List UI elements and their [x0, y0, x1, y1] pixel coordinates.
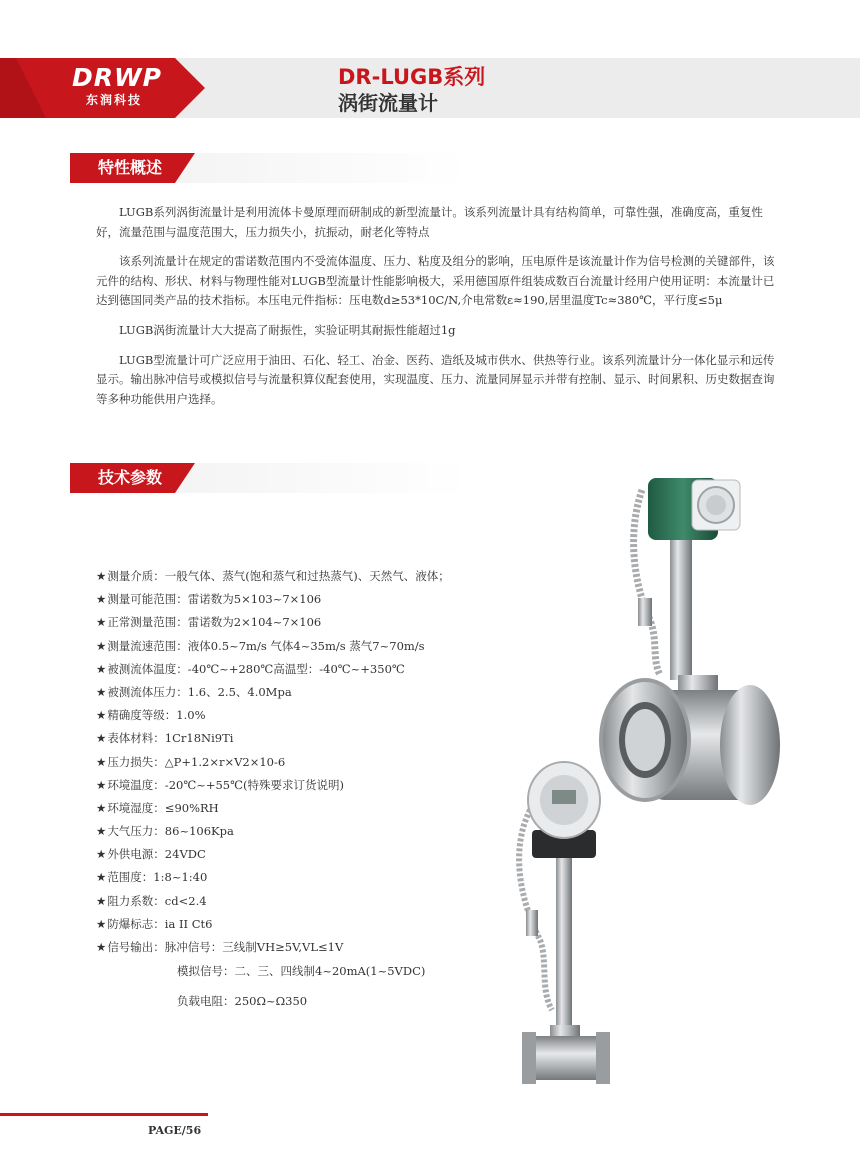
star-icon: ★: [96, 569, 107, 583]
spec-item: [96, 937, 516, 960]
star-icon: ★: [96, 824, 107, 839]
spec-item: [96, 775, 516, 798]
company-logo: [72, 63, 162, 108]
spec-text: 测量可能范围：雷诺数为5×103~7×106: [107, 592, 322, 607]
footer-rule: [0, 1113, 208, 1116]
intro-paragraph: 该系列流量计在规定的雷诺数范围内不受流体温度、压力、粘度及组分的影响，压电原件是该流量计作为信号检测的关键部件，该元件的结构、形状、材料与物理性能对LUGB型流量计性能影响极大，采用德国原件组装成数百台流量计经用户使用证明：本流量计已达到德国同类产品的技术指标。本压电元件指标：压电数d≥53*10C/N,介电常数ε≈190,居里温度Tc≈380℃，平行度≤5μ: [96, 254, 775, 308]
star-icon: ★: [96, 684, 107, 699]
spec-text: 表体材料：1Cr18Ni9Ti: [107, 731, 234, 746]
star-icon: ★: [96, 940, 107, 954]
star-icon: ★: [96, 615, 107, 630]
star-icon: ★: [96, 893, 107, 908]
spec-text: 环境湿度：≤90%RH: [107, 800, 219, 815]
star-icon: ★: [96, 847, 107, 862]
spec-item: [96, 612, 516, 635]
spec-text: 环境温度：-20℃~+55℃(特殊要求订货说明): [107, 777, 344, 792]
spec-text: 测量流速范围：液体0.5~7m/s 气体4~35m/s 蒸气7~70m/s: [107, 638, 425, 653]
spec-item: [96, 821, 516, 844]
spec-item: [96, 566, 516, 589]
intro-text: [96, 203, 776, 419]
star-icon: ★: [96, 870, 107, 885]
star-icon: ★: [96, 708, 107, 723]
intro-paragraph: LUGB涡街流量计大大提高了耐振性，实验证明其耐振性能超过1g: [119, 322, 456, 337]
star-icon: ★: [96, 661, 107, 676]
star-icon: ★: [96, 800, 107, 815]
spec-text: 范围度：1:8~1:40: [107, 870, 208, 885]
spec-item: [96, 867, 516, 890]
spec-item: [96, 798, 516, 821]
flowmeter-product-image: [500, 470, 860, 1090]
page-number: PAGE/56: [148, 1124, 202, 1137]
star-icon: ★: [96, 754, 107, 769]
spec-sub-item: 模拟信号：二、三、四线制4~20mA(1~5VDC): [177, 964, 426, 979]
spec-text: 测量介质：一般气体、蒸气(饱和蒸气和过热蒸气)、天然气、液体；: [107, 569, 450, 583]
spec-item: [96, 705, 516, 728]
spec-text: 阻力系数：cd<2.4: [107, 893, 207, 908]
star-icon: ★: [96, 731, 107, 746]
spec-text: 精确度等级：1.0%: [107, 708, 206, 723]
spec-text: 被测流体温度：-40℃~+280℃高温型：-40℃~+350℃: [107, 661, 405, 676]
product-title: 涡街流量计: [338, 91, 438, 115]
spec-item: [96, 589, 516, 612]
spec-text: 防爆标志：ia II Ct6: [107, 916, 213, 931]
spec-text: 压力损失：△P+1.2×r×V2×10-6: [107, 754, 286, 769]
spec-text: 大气压力：86~106Kpa: [107, 824, 234, 839]
spec-sub-item: 负载电阻：250Ω~Ω350: [177, 994, 308, 1009]
spec-item: [96, 752, 516, 775]
star-icon: ★: [96, 592, 107, 607]
intro-paragraph: LUGB型流量计可广泛应用于油田、石化、轻工、冶金、医药、造纸及城市供水、供热等行业。该系列流量计分一体化显示和远传显示。输出脉冲信号或模拟信号与流量积算仪配套使用，实现温度、压力、流量同屏显示并带有控制、显示、时间累积、历史数据查询等多种功能供用户选择。: [96, 352, 775, 406]
spec-text: 信号输出：脉冲信号：三线制VH≥5V,VL≤1V: [107, 940, 344, 954]
spec-text: 正常测量范围：雷诺数为2×104~7×106: [107, 615, 322, 630]
star-icon: ★: [96, 638, 107, 653]
spec-item: [96, 891, 516, 914]
spec-item: [96, 636, 516, 659]
logo-subtitle: 东润科技: [85, 93, 142, 107]
spec-item: [96, 844, 516, 867]
section-title-overview: 特性概述: [98, 158, 163, 177]
spec-text: 外供电源：24VDC: [107, 847, 206, 862]
intro-paragraph: LUGB系列涡街流量计是利用流体卡曼原理而研制成的新型流量计。该系列流量计具有结构简单，可靠性强，准确度高，重复性好，流量范围与温度范围大，压力损失小，抗振动，耐老化等特点: [96, 205, 763, 239]
logo-wordmark: DRWP: [72, 63, 162, 92]
star-icon: ★: [96, 777, 107, 792]
spec-item: [96, 682, 516, 705]
section-title-params: 技术参数: [98, 468, 163, 487]
spec-item: [96, 659, 516, 682]
spec-text: 被测流体压力：1.6、2.5、4.0Mpa: [107, 684, 292, 699]
star-icon: ★: [96, 916, 107, 931]
series-title: DR-LUGB系列: [338, 65, 486, 89]
spec-item: [96, 914, 516, 937]
spec-list: [96, 566, 516, 1020]
spec-item: [96, 728, 516, 751]
